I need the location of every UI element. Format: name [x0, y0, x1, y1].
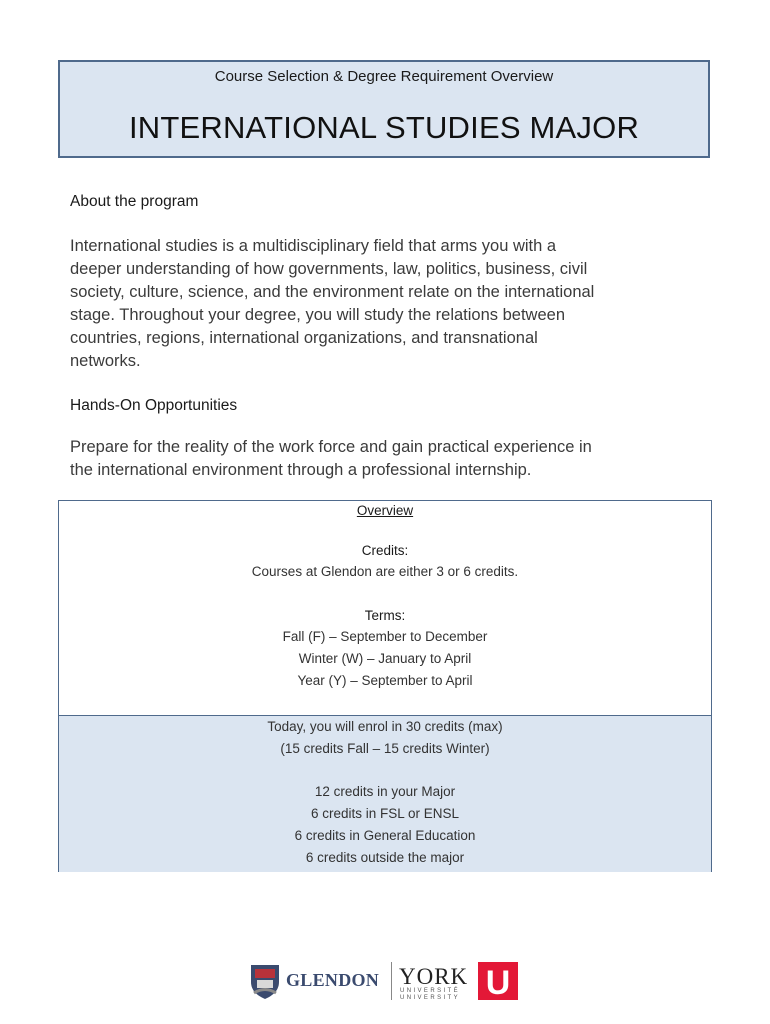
term-item: Year (Y) – September to April [297, 673, 473, 688]
credit-breakdown-item: 6 credits in General Education [294, 828, 476, 843]
york-wordmark: YORK [399, 964, 469, 989]
term-item: Winter (W) – January to April [298, 651, 472, 666]
document-subtitle: Course Selection & Degree Requirement Overview [214, 68, 554, 85]
york-subtitle-line: UNIVERSITÉ [400, 988, 461, 994]
about-line: International studies is a multidisciplinary field that arms you with a [70, 237, 557, 255]
york-u-letter: U [485, 964, 511, 1000]
terms-label: Terms: [364, 608, 406, 623]
york-subtitle [400, 988, 460, 1002]
overview-title: Overview [356, 503, 414, 518]
credits-text: Courses at Glendon are either 3 or 6 credits. [251, 564, 519, 579]
enrol-line: Today, you will enrol in 30 credits (max) [267, 719, 503, 734]
about-line: networks. [70, 352, 141, 370]
about-line: stage. Throughout your degree, you will study the relations between [70, 306, 565, 324]
hands-on-line: the international environment through a professional internship. [70, 461, 532, 479]
credit-breakdown-item: 6 credits outside the major [305, 850, 465, 865]
hands-on-line: Prepare for the reality of the work force and gain practical experience in [70, 438, 592, 456]
about-paragraph [70, 235, 695, 373]
enrol-line: (15 credits Fall – 15 credits Winter) [280, 741, 490, 756]
overview-info-panel [59, 501, 711, 715]
footer-logos [246, 958, 526, 1004]
about-line: deeper understanding of how governments, law, politics, business, civil [70, 260, 588, 278]
credit-breakdown-item: 6 credits in FSL or ENSL [310, 806, 460, 821]
york-u-logo-icon [478, 962, 518, 1000]
overview-box [58, 500, 712, 872]
overview-enrolment-panel [59, 715, 711, 872]
about-line: countries, regions, international organizations, and transnational [70, 329, 538, 347]
credits-label: Credits: [361, 543, 409, 558]
about-heading: About the program [70, 193, 199, 210]
hands-on-paragraph [70, 436, 695, 482]
credit-breakdown-item: 12 credits in your Major [314, 784, 456, 799]
york-subtitle-line: UNIVERSITY [400, 995, 461, 1001]
header-box [58, 60, 710, 158]
document-title: INTERNATIONAL STUDIES MAJOR [128, 110, 640, 145]
glendon-crest-icon [248, 962, 282, 1000]
glendon-wordmark: GLENDON [286, 970, 380, 990]
term-item: Fall (F) – September to December [282, 629, 488, 644]
about-line: society, culture, science, and the environment relate on the international [70, 283, 595, 301]
hands-on-heading: Hands-On Opportunities [70, 397, 238, 414]
logo-divider [391, 962, 392, 1000]
